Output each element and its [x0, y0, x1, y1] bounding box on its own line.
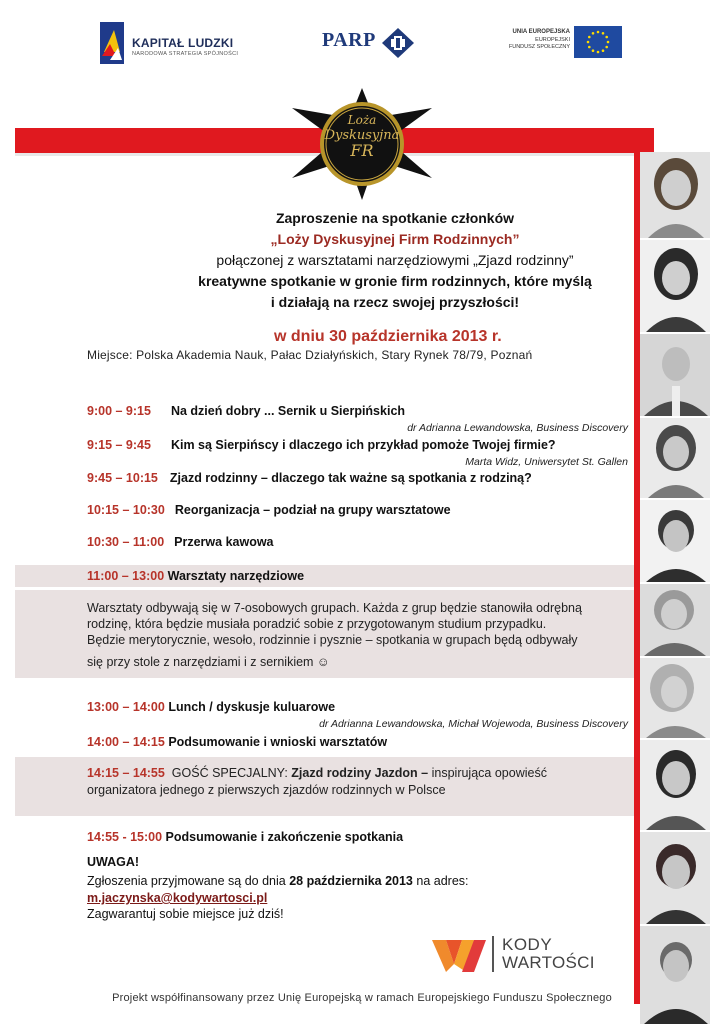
person-photo-icon	[640, 926, 710, 1024]
agenda-title: Na dzień dobry ... Sernik u Sierpińskich	[170, 404, 406, 418]
agenda-time: 9:00 – 9:15	[87, 404, 151, 418]
speaker-photos	[640, 152, 710, 1024]
speaker-photo	[640, 334, 710, 416]
agenda-title: Przerwa kawowa	[174, 535, 274, 549]
kody-line1: KODY	[502, 935, 553, 954]
agenda-time: 11:00 – 13:00	[87, 569, 165, 583]
agenda-item	[87, 569, 304, 583]
notice-heading: UWAGA!	[87, 855, 140, 869]
invitation-line-4: kreatywne spotkanie w gronie firm rodzinnych, które myślą	[198, 273, 592, 289]
agenda-title: Lunch / dyskusje kuluarowe	[168, 700, 336, 714]
agenda-item	[87, 535, 274, 549]
agenda-title: Zjazd rodzinny – dlaczego tak ważne są spotkania z rodziną?	[169, 471, 532, 485]
parp-text: PARP	[322, 29, 376, 51]
speaker-photo	[640, 152, 710, 238]
agenda-title: Zjazd rodziny Jazdon –	[291, 766, 429, 780]
person-photo-icon	[640, 740, 710, 830]
event-place: Miejsce: Polska Akademia Nauk, Pałac Działyńskich, Stary Rynek 78/79, Poznań	[87, 348, 533, 362]
notice-text	[87, 873, 469, 890]
speaker-photo	[640, 500, 710, 582]
parp-mark-icon	[382, 28, 414, 58]
eu-logo	[510, 26, 622, 62]
footer-text: Projekt współfinansowany przez Unię Europejską w ramach Europejskiego Funduszu Społecznego	[112, 992, 612, 1004]
speaker-photo	[640, 240, 710, 332]
kapital-ludzki-logo	[100, 22, 240, 66]
notice-closing: Zagwarantuj sobie miejsce już dziś!	[87, 907, 284, 921]
person-photo-icon	[640, 832, 710, 924]
agenda-title: Reorganizacja – podział na grupy warsztatowe	[174, 503, 451, 517]
notice-pre: Zgłoszenia przyjmowane są do dnia	[87, 874, 286, 888]
speaker-photo	[640, 832, 710, 924]
workshop-line-1: Warsztaty odbywają się w 7-osobowych grupach. Każda z grup będzie stanowiła odrębną	[87, 601, 582, 615]
person-photo-icon	[640, 334, 710, 416]
notice-post: na adres:	[416, 874, 469, 888]
agenda-speaker: Marta Widz, Uniwersytet St. Gallen	[465, 456, 628, 468]
loza-dyskusyjna-emblem	[292, 88, 432, 200]
invitation-line-2: „Loży Dyskusyjnej Firm Rodzinnych”	[270, 231, 520, 247]
person-photo-icon	[640, 418, 710, 498]
person-photo-icon	[640, 152, 710, 238]
agenda-item	[87, 700, 335, 714]
agenda-time: 9:45 – 10:15	[87, 471, 158, 485]
workshop-separator	[15, 587, 634, 590]
agenda-time: 10:15 – 10:30	[87, 503, 165, 517]
kapital-ludzki-title: KAPITAŁ LUDZKI	[132, 36, 234, 50]
agenda-title: Podsumowanie i zakończenie spotkania	[165, 830, 404, 844]
emblem-line3: FR	[350, 141, 374, 160]
agenda-item	[87, 503, 451, 517]
workshop-line-4: się przy stole z narzędziami i z sernikiem ☺	[87, 655, 330, 669]
eu-line3: FUNDUSZ SPOŁECZNY	[508, 44, 570, 50]
eu-line1: UNIA EUROPEJSKA	[512, 29, 570, 35]
workshop-line-3: Będzie merytorycznie, wesoło, rodzinnie i pysznie – spotkania w grupach będą odbywały	[87, 633, 578, 647]
agenda-time: 10:30 – 11:00	[87, 535, 165, 549]
agenda-item	[87, 830, 403, 844]
invitation-line-3: połączonej z warsztatami narzędziowymi „Zjazd rodzinny”	[216, 252, 574, 268]
agenda-item	[87, 735, 387, 749]
contact-email-link[interactable]: m.jaczynska@kodywartosci.pl	[87, 891, 268, 905]
event-date: w dniu 30 października 2013 r.	[274, 328, 502, 345]
notice-deadline: 28 października 2013	[289, 874, 413, 888]
kapital-ludzki-flag-icon	[100, 22, 124, 64]
speaker-photo	[640, 658, 710, 738]
kody-wartosci-mark-icon	[432, 934, 486, 974]
agenda-time: 14:00 – 14:15	[87, 735, 165, 749]
agenda-time: 9:15 – 9:45	[87, 438, 151, 452]
special-guest-desc-1: inspirująca opowieść	[431, 766, 547, 780]
agenda-time: 14:55 - 15:00	[87, 830, 163, 844]
invitation-line-5: i działają na rzecz swojej przyszłości!	[270, 294, 520, 310]
special-guest-desc-2: organizatora jednego z pierwszych zjazdów rodzinnych w Polsce	[87, 783, 446, 797]
person-photo-icon	[640, 584, 710, 656]
person-photo-icon	[640, 240, 710, 332]
kody-wartosci-logo	[432, 932, 612, 976]
special-guest-label: GOŚĆ SPECJALNY:	[171, 766, 288, 780]
agenda-item	[87, 404, 405, 418]
workshop-line-2: rodzinę, która będzie musiała poradzić sobie z przygotowanym studium przypadku.	[87, 617, 547, 631]
kody-line2: WARTOŚCI	[502, 953, 595, 972]
agenda-time: 13:00 – 14:00	[87, 700, 165, 714]
speaker-photo	[640, 418, 710, 498]
workshop-description	[87, 600, 632, 670]
agenda-title: Kim są Sierpińscy i dlaczego ich przykład pomoże Twojej firmie?	[170, 438, 556, 452]
agenda-time: 14:15 – 14:55	[87, 766, 165, 780]
agenda-title: Podsumowanie i wnioski warsztatów	[168, 735, 388, 749]
kody-divider	[492, 936, 494, 972]
agenda-title: Warsztaty narzędziowe	[167, 569, 305, 583]
eu-flag-icon	[574, 26, 622, 58]
agenda-item	[87, 438, 556, 452]
invitation-line-1: Zaproszenie na spotkanie członków	[275, 210, 515, 226]
person-photo-icon	[640, 658, 710, 738]
emblem-line2: Dyskusyjna	[324, 128, 400, 143]
special-guest-item	[87, 765, 632, 799]
kapital-ludzki-subtitle: NARODOWA STRATEGIA SPÓJNOŚCI	[132, 51, 239, 57]
agenda-item	[87, 471, 532, 485]
speaker-photo	[640, 584, 710, 656]
emblem-line1: Loża	[347, 113, 377, 127]
parp-logo	[322, 26, 422, 60]
speaker-photo	[640, 740, 710, 830]
agenda-speaker: dr Adrianna Lewandowska, Michał Wojewoda, Business Discovery	[319, 718, 628, 730]
agenda-speaker: dr Adrianna Lewandowska, Business Discovery	[407, 422, 628, 434]
speaker-photo	[640, 926, 710, 1024]
eu-line2: EUROPEJSKI	[535, 36, 570, 43]
eu-text	[509, 29, 570, 52]
person-photo-icon	[640, 500, 710, 582]
